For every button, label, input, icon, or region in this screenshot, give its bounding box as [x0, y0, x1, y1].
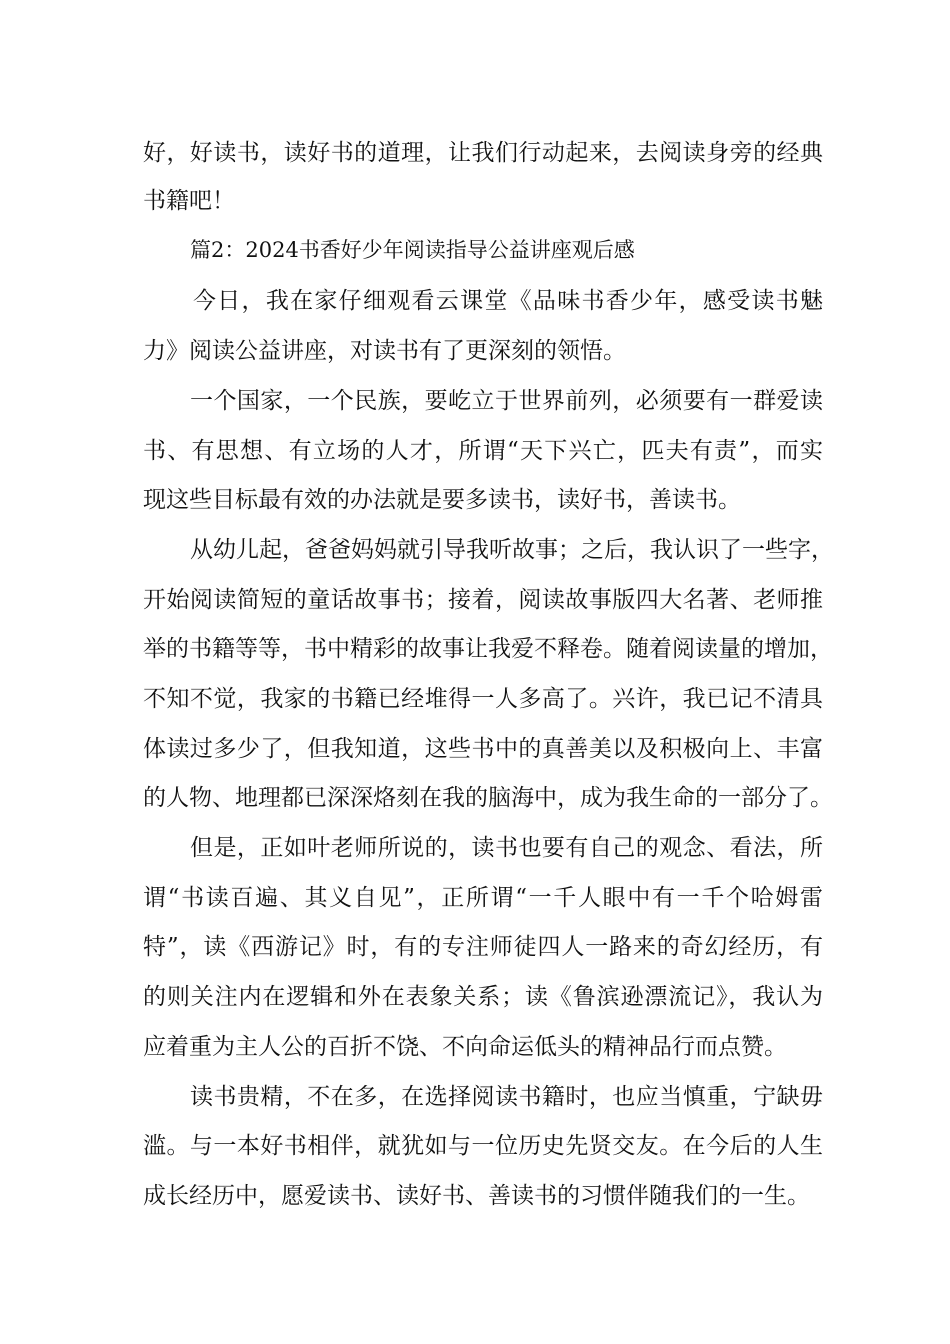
text-line-4: 今日，我在家仔细观看云课堂《品味书香少年，感受读书魅	[193, 288, 823, 314]
text-line-18: 的则关注内在逻辑和外在表象关系；读《鲁滨逊漂流记》，我认为	[143, 984, 823, 1010]
text-line-15: 但是，正如叶老师所说的，读书也要有自己的观念、看法，所	[190, 835, 823, 861]
text-line-22: 成长经历中，愿爱读书、读好书、善读书的习惯伴随我们的一生。	[143, 1183, 810, 1209]
text-line-8: 现这些目标最有效的办法就是要多读书，读好书，善读书。	[143, 487, 741, 513]
text-line-16: 谓“书读百遍、其义自见”，正所谓“一千人眼中有一千个哈姆雷	[143, 885, 823, 911]
text-line-1: 好，好读书，读好书的道理，让我们行动起来，去阅读身旁的经典	[143, 140, 823, 166]
text-line-7: 书、有思想、有立场的人才，所谓“天下兴亡，匹夫有责”，而实	[143, 438, 823, 464]
text-line-11: 举的书籍等等，书中精彩的故事让我爱不释卷。随着阅读量的增加，	[143, 636, 833, 662]
text-line-20: 读书贵精，不在多，在选择阅读书籍时，也应当慎重，宁缺毋	[190, 1084, 823, 1110]
text-line-17: 特”，读《西游记》时，有的专注师徒四人一路来的奇幻经历，有	[143, 934, 823, 960]
text-line-13: 体读过多少了，但我知道，这些书中的真善美以及积极向上、丰富	[143, 736, 823, 762]
text-line-9: 从幼儿起，爸爸妈妈就引导我听故事；之后，我认识了一些字，	[190, 537, 834, 563]
text-line-12: 不知不觉，我家的书籍已经堆得一人多高了。兴许，我已记不清具	[143, 686, 823, 712]
text-line-5: 力》阅读公益讲座，对读书有了更深刻的领悟。	[143, 338, 626, 364]
section-heading: 篇2：2024书香好少年阅读指导公益讲座观后感	[190, 238, 635, 262]
text-line-2: 书籍吧！	[143, 188, 235, 214]
text-line-10: 开始阅读简短的童话故事书；接着，阅读故事版四大名著、老师推	[143, 587, 823, 613]
text-line-21: 滥。与一本好书相伴，就犹如与一位历史先贤交友。在今后的人生	[143, 1133, 823, 1159]
text-line-14: 的人物、地理都已深深烙刻在我的脑海中，成为我生命的一部分了。	[143, 785, 833, 811]
text-line-19: 应着重为主人公的百折不饶、不向命运低头的精神品行而点赞。	[143, 1034, 787, 1060]
text-line-6: 一个国家，一个民族，要屹立于世界前列，必须要有一群爱读	[190, 388, 823, 414]
